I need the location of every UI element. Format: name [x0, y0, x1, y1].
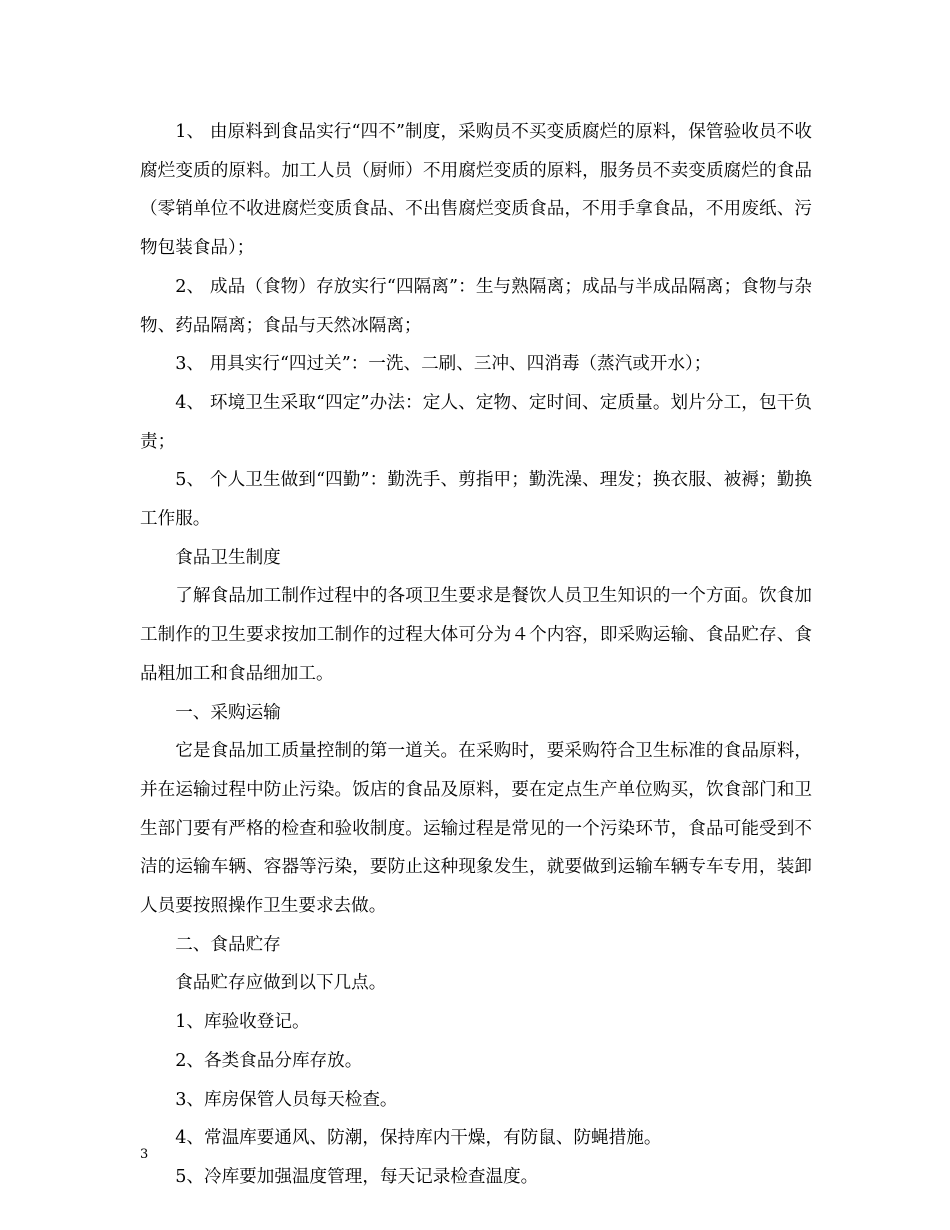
- paragraph-rule-3: 3、 用具实行“四过关”：一洗、二刷、三冲、四消毒（蒸汽或开水）；: [175, 354, 712, 375]
- page-number: 3: [140, 1147, 149, 1162]
- paragraph-rule-2: 2、 成品（食物）存放实行“四隔离”：生与熟隔离；成品与半成品隔离；食物与杂物、药品隔离；食品与天然冰隔离；: [140, 276, 812, 336]
- paragraph-rule-1: 1、 由原料到食品实行“四不”制度，采购员不买变质腐烂的原料，保管验收员不收腐烂变质的原料。加工人员（厨师）不用腐烂变质的原料，服务员不卖变质腐烂的食品（零销单位不收进腐烂变质食品、不出售腐烂变质食品，不用手拿食品，不用废纸、污物包装食品）；: [140, 122, 812, 259]
- paragraph-rule-5: 5、 个人卫生做到“四勤”：勤洗手、剪指甲；勤洗澡、理发；换衣服、被褥；勤换工作服。: [140, 470, 812, 530]
- list-item-storage-3: 3、库房保管人员每天检查。: [175, 1089, 398, 1110]
- section-heading-food-hygiene: 食品卫生制度: [175, 547, 281, 568]
- list-item-storage-2: 2、各类食品分库存放。: [175, 1050, 363, 1071]
- section-heading-purchasing: 一、采购运输: [175, 702, 281, 723]
- section-heading-storage: 二、食品贮存: [175, 934, 281, 955]
- paragraph-purchasing: 它是食品加工质量控制的第一道关。在采购时，要采购符合卫生标准的食品原料，并在运输过程中防止污染。饭店的食品及原料，要在定点生产单位购买，饮食部门和卫生部门要有严格的检查和验收制度。运输过程是常见的一个污染环节，食品可能受到不洁的运输车辆、容器等污染，要防止这种现象发生，就要做到运输车辆专车专用，装卸人员要按照操作卫生要求去做。: [140, 741, 812, 917]
- list-item-storage-4: 4、常温库要通风、防潮，保持库内干燥，有防鼠、防蝇措施。: [175, 1128, 662, 1149]
- list-item-storage-1: 1、库验收登记。: [175, 1012, 310, 1033]
- document-body: [140, 113, 812, 1197]
- list-item-storage-5: 5、冷库要加强温度管理，每天记录检查温度。: [175, 1166, 539, 1187]
- paragraph-rule-4: 4、 环境卫生采取“四定”办法：定人、定物、定时间、定质量。划片分工，包干负责；: [140, 392, 812, 452]
- paragraph-storage-intro: 食品贮存应做到以下几点。: [175, 973, 387, 994]
- paragraph-intro: 了解食品加工制作过程中的各项卫生要求是餐饮人员卫生知识的一个方面。饮食加工制作的卫生要求按加工制作的过程大体可分为４个内容，即采购运输、食品贮存、食品粗加工和食品细加工。: [140, 586, 812, 684]
